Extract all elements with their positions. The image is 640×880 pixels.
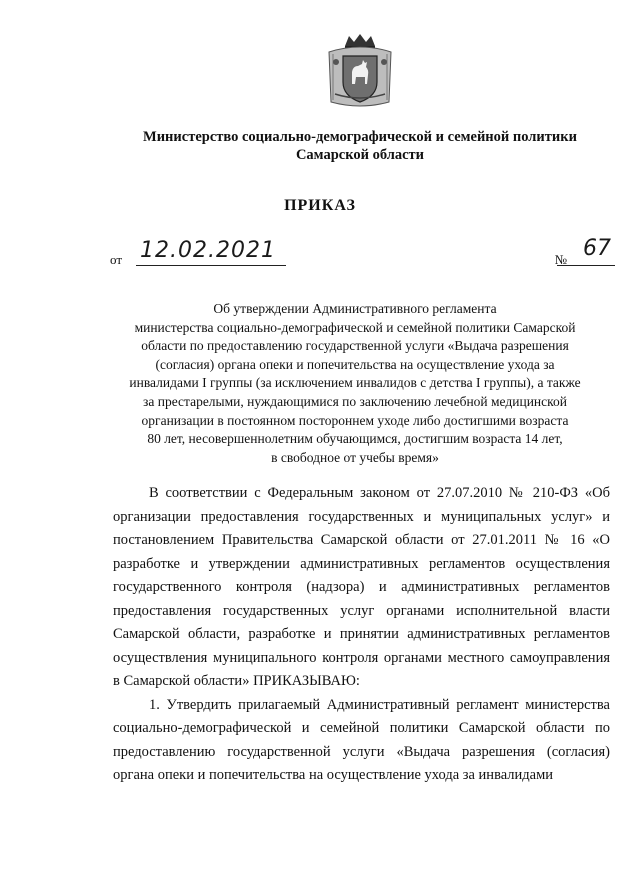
ministry-name xyxy=(100,128,620,164)
preamble-paragraph: В соответствии с Федеральным законом от 27.07.2010 № 210-ФЗ «Об организации предоставления государственных и муниципальных услуг» и постановлением Правительства Самарской области от 27.01.2011 № 16 «О разработке и утверждении административных регламентов осуществления государственного контроля (надзора) и административных регламентов предоставления государственных услуг органами исполнительной власти Самарской области, разработке и принятии административных регламентов осуществления муниципального контроля органами местного самоуправления в Самарской области» ПРИКАЗЫВАЮ: xyxy=(113,485,610,689)
subject-line: министерства социально-демографической и семейной политики Самарской xyxy=(134,319,576,335)
subject-line: области по предоставлению государственной услуги «Выдача разрешения xyxy=(141,338,569,354)
subject-line: в свободное от учебы время» xyxy=(271,449,439,465)
subject-line: организации в постоянном постороннем уходе либо достигшими возраста xyxy=(141,412,569,428)
samara-coat-of-arms-icon xyxy=(325,32,395,110)
order-date-number-row xyxy=(110,238,615,272)
document-title: ПРИКАЗ xyxy=(284,197,356,214)
date-prefix: от xyxy=(110,252,123,267)
handwritten-number: 67 xyxy=(583,236,611,261)
date-underline xyxy=(136,265,286,266)
ministry-line-2: Самарской области xyxy=(295,147,425,163)
number-prefix: № xyxy=(554,252,567,267)
subject-line: инвалидами I группы (за исключением инвалидов с детства I группы), а также xyxy=(129,375,581,391)
item-1-paragraph: 1. Утвердить прилагаемый Административный регламент министерства социально-демографической и семейной политики Самарской области по предоставлению государственной услуги «Выдача разрешения (согласия) органа опеки и попечительства на осуществление ухода за инвалидами xyxy=(113,696,610,783)
order-subject xyxy=(110,300,600,467)
subject-line: (согласия) органа опеки и попечительства на осуществление ухода за xyxy=(155,356,555,372)
number-underline xyxy=(557,265,615,266)
subject-line: 80 лет, несовершеннолетним обучающимся, достигшим возраста 14 лет, xyxy=(147,431,563,447)
ministry-line-1: Министерство социально-демографической и семейной политики xyxy=(143,129,577,145)
subject-line: Об утверждении Административного регламента xyxy=(213,301,497,316)
handwritten-date: 12.02.2021 xyxy=(140,238,276,263)
order-body xyxy=(113,482,610,788)
subject-line: за престарелыми, нуждающимися по заключению лечебной медицинской xyxy=(143,393,567,409)
